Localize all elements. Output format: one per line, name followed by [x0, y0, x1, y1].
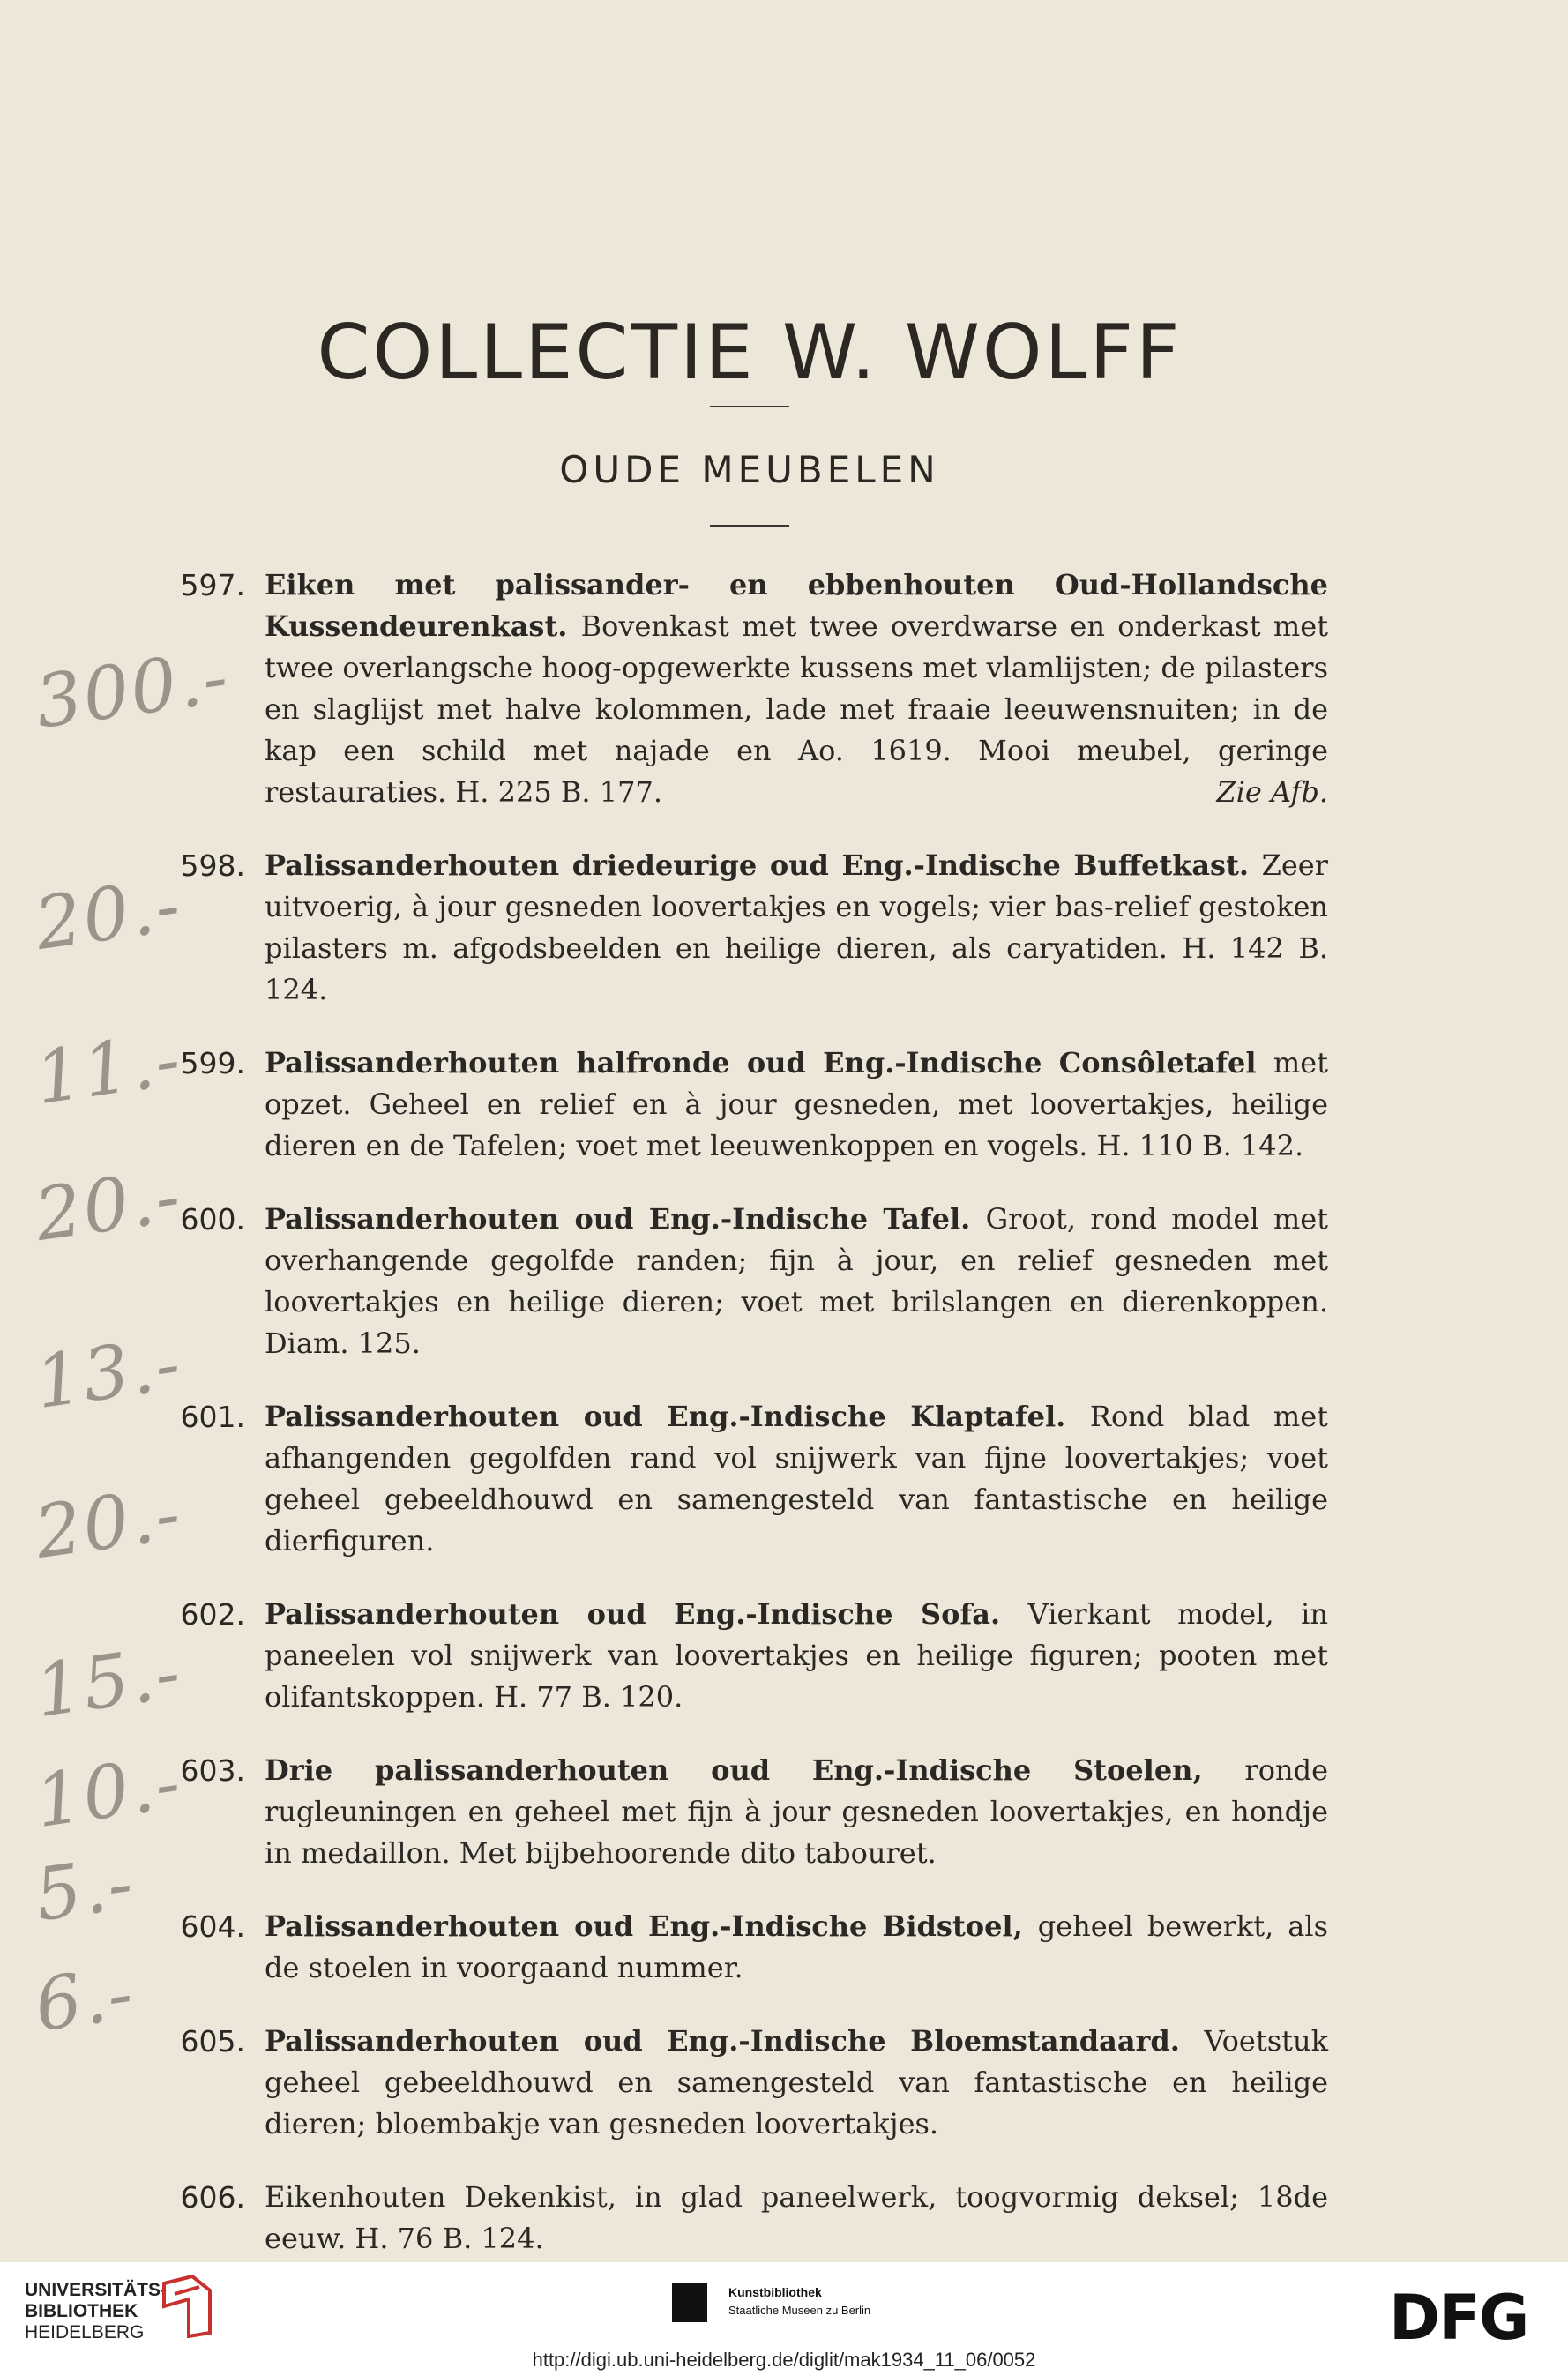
- handwritten-price-note: 10.-: [30, 1740, 187, 1845]
- catalog-entry: [173, 2177, 1328, 2260]
- entry-description: [265, 1906, 1328, 1989]
- entry-number: 604.: [180, 1909, 245, 1944]
- entry-description: [265, 845, 1328, 1011]
- source-url[interactable]: http://digi.ub.uni-heidelberg.de/diglit/mak1934_11_06/0052: [532, 2349, 1036, 2371]
- dfg-logo[interactable]: DFG: [1389, 2282, 1528, 2354]
- footer-bar: [0, 2262, 1568, 2376]
- entry-text: ronde rugleuningen en geheel met fijn à jour gesneden loovertakjes, en hondje in medaillon. Met bijbehoorende dito tabouret.: [265, 1753, 1328, 1870]
- entry-heading: Palissanderhouten oud Eng.-Indische Tafel.: [265, 1202, 986, 1236]
- entry-text: Eikenhouten Dekenkist, in glad paneelwerk, toogvormig deksel; 18de eeuw. H. 76 B. 124.: [265, 2180, 1328, 2255]
- entry-number: 602.: [180, 1597, 245, 1632]
- entry-description: [265, 2021, 1328, 2145]
- kunstbibliothek-logo-icon[interactable]: [672, 2283, 707, 2322]
- entry-number: 599.: [180, 1046, 245, 1080]
- entry-text: Bovenkast met twee overdwarse en onderkast met twee overlangsche hoog-opgewerkte kussens met vlamlijsten; de pilasters en slaglijst met halve kolommen, lade met fraaie leeuwensnuiten; in de kap een schild met najade en Ao. 1619. Mooi meubel, geringe restauraties. H. 225 B. 177.: [265, 609, 1329, 809]
- entry-text: Groot, rond model met overhangende gegolfde randen; fijn à jour, en relief gesneden met loovertakjes en heilige dieren; voet met brilslangen en dierenkoppen. Diam. 125.: [265, 1202, 1329, 1360]
- catalog-entry: [173, 1396, 1328, 1562]
- entry-heading: Palissanderhouten driedeurige oud Eng.-Indische Buffetkast.: [265, 848, 1262, 882]
- ub-line-1: UNIVERSITÄTS-: [25, 2280, 168, 2300]
- handwritten-price-note: 20.-: [30, 1154, 187, 1259]
- entry-number: 606.: [180, 2180, 245, 2215]
- page-title: COLLECTIE W. WOLFF: [317, 309, 1183, 397]
- entry-number: 605.: [180, 2024, 245, 2058]
- entry-heading: Palissanderhouten halfronde oud Eng.-Indische Consôletafel: [265, 1046, 1273, 1080]
- ub-line-3: HEIDELBERG: [25, 2322, 145, 2342]
- handwritten-price-note: 11.-: [30, 1017, 187, 1122]
- entry-heading: Eiken met palissander- en ebbenhouten Oud-Hollandsche Kussendeurenkast.: [265, 568, 1328, 643]
- section-subtitle: OUDE MEUBELEN: [559, 448, 940, 491]
- catalog-entry: [173, 564, 1328, 813]
- entry-number: 598.: [180, 848, 245, 883]
- entry-heading: Drie palissanderhouten oud Eng.-Indische Stoelen,: [265, 1753, 1245, 1787]
- handwritten-price-note: 20.-: [30, 1471, 187, 1576]
- handwritten-price-note: 5.-: [29, 1841, 140, 1939]
- entry-description: [265, 1396, 1328, 1562]
- entry-text: Vierkant model, in paneelen vol snijwerk van loovertakjes en heilige figuren; pooten met olifantskoppen. H. 77 B. 120.: [265, 1597, 1329, 1714]
- catalog-entry: [173, 1906, 1328, 1989]
- entry-description: [265, 1594, 1328, 1718]
- entry-text: Voetstuk geheel gebeeldhouwd en samengesteld van fantastische en heilige dieren; bloembakje van gesneden loovertakjes.: [265, 2024, 1328, 2141]
- title-divider-bottom: [710, 525, 789, 527]
- entry-description: [265, 564, 1328, 813]
- catalog-entries: [173, 564, 1328, 2291]
- entry-heading: Palissanderhouten oud Eng.-Indische Bloemstandaard.: [265, 2024, 1205, 2058]
- kb-line-2: Staatliche Museen zu Berlin: [728, 2304, 871, 2317]
- handwritten-price-note: 300.-: [30, 635, 235, 745]
- catalog-entry: [173, 1199, 1328, 1364]
- entry-description: [265, 1750, 1328, 1874]
- handwritten-price-note: 6.-: [29, 1951, 140, 2049]
- entry-figure-note: Zie Afb.: [1216, 775, 1328, 809]
- ub-line-2: BIBLIOTHEK: [25, 2301, 138, 2321]
- entry-text: Zeer uitvoerig, à jour gesneden loovertakjes en vogels; vier bas-relief gestoken pilasters m. afgodsbeelden en heilige dieren, als caryatiden. H. 142 B. 124.: [265, 848, 1328, 1006]
- title-divider-top: [710, 406, 789, 407]
- entry-number: 597.: [180, 568, 245, 602]
- entry-text: Rond blad met afhangenden gegolfden rand vol snijwerk van fijne loovertakjes; voet geheel gebeeldhouwd en samengesteld van fantastische en heilige dierfiguren.: [265, 1400, 1328, 1558]
- catalog-entry: [173, 1594, 1328, 1718]
- catalog-entry: [173, 1750, 1328, 1874]
- kunstbibliothek-label[interactable]: [728, 2283, 870, 2320]
- entry-number: 600.: [180, 1202, 245, 1237]
- catalog-entry: [173, 2021, 1328, 2145]
- entry-heading: Palissanderhouten oud Eng.-Indische Bidstoel,: [265, 1909, 1038, 1943]
- ub-heidelberg-label[interactable]: [25, 2280, 167, 2343]
- entry-heading: Palissanderhouten oud Eng.-Indische Sofa.: [265, 1597, 1028, 1631]
- entry-text: geheel bewerkt, als de stoelen in voorgaand nummer.: [265, 1909, 1329, 1984]
- entry-heading: Palissanderhouten oud Eng.-Indische Klaptafel.: [265, 1400, 1090, 1433]
- entry-description: [265, 2177, 1328, 2260]
- ub-logo-icon[interactable]: [159, 2275, 212, 2338]
- entry-text: met opzet. Geheel en relief en à jour gesneden, met loovertakjes, heilige dieren en de Tafelen; voet met leeuwenkoppen en vogels. H. 110 B. 142.: [265, 1046, 1328, 1162]
- catalog-entry: [173, 1042, 1328, 1167]
- kb-line-1: Kunstbibliothek: [728, 2285, 822, 2299]
- entry-number: 601.: [180, 1400, 245, 1434]
- entry-number: 603.: [180, 1753, 245, 1788]
- handwritten-price-note: 13.-: [30, 1321, 187, 1426]
- handwritten-price-note: 15.-: [30, 1630, 187, 1735]
- handwritten-price-note: 20.-: [30, 863, 187, 968]
- entry-description: [265, 1199, 1328, 1364]
- entry-description: [265, 1042, 1328, 1167]
- catalog-entry: [173, 845, 1328, 1011]
